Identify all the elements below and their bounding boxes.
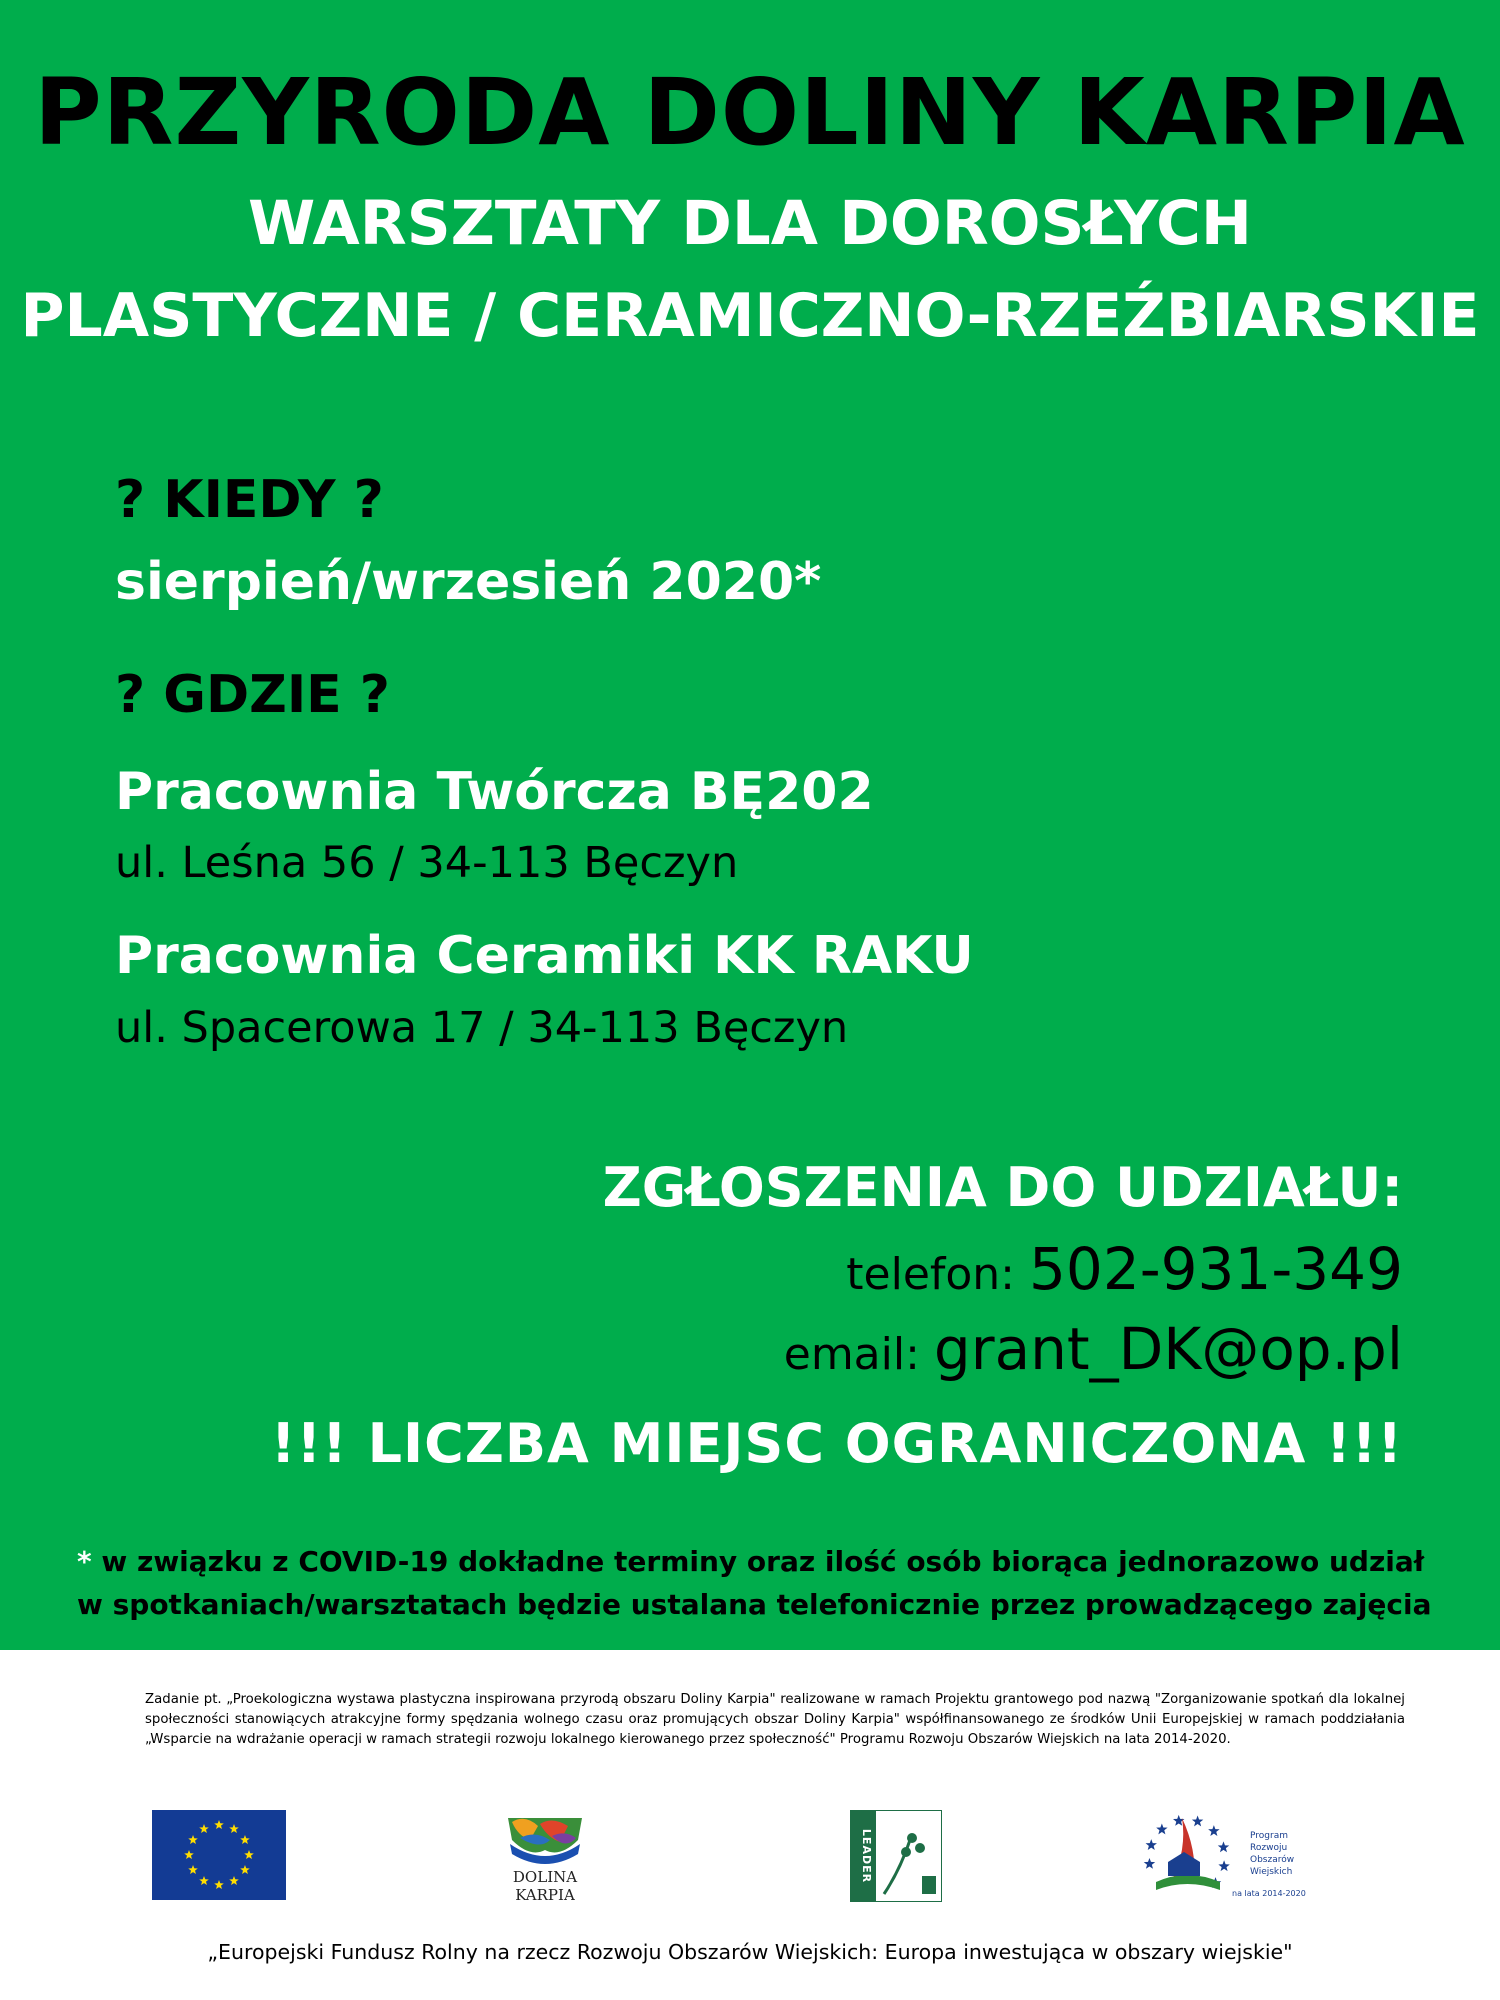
phone-value: 502-931-349: [1029, 1235, 1403, 1303]
eu-star: [229, 1876, 239, 1885]
email-line: [783, 1315, 1403, 1383]
dolina-text: DOLINA: [512, 1868, 578, 1886]
eu-star: [188, 1835, 198, 1844]
eu-stars-icon: [152, 1810, 286, 1900]
eu-star: [184, 1850, 194, 1859]
registration-heading: ZGŁOSZENIA DO UDZIAŁU:: [602, 1156, 1403, 1219]
prow-line-3: Obszarów: [1250, 1855, 1295, 1865]
subtitle-line-2: PLASTYCZNE / CERAMICZNO-RZEŹBIARSKIE: [20, 281, 1480, 351]
prow-line-5: na lata 2014-2020: [1232, 1889, 1306, 1898]
asterisk: *: [77, 1545, 92, 1578]
dolina-karpia-logo: [490, 1810, 600, 1910]
when-value: sierpień/wrzesień 2020*: [115, 552, 822, 612]
prow-line-1: Program: [1250, 1831, 1288, 1841]
subtitle-line-1: WARSZTATY DLA DOROSŁYCH: [248, 188, 1252, 259]
when-heading: ? KIEDY ?: [115, 470, 384, 530]
leader-logo: [850, 1810, 942, 1902]
prow-emblem-icon: [1142, 1810, 1312, 1910]
prow-star: [1192, 1816, 1203, 1827]
place-2-address: ul. Spacerowa 17 / 34-113 Bęczyn: [115, 1003, 849, 1053]
eu-star: [214, 1820, 224, 1829]
eu-star: [199, 1824, 209, 1833]
phone-line: [846, 1235, 1403, 1303]
place-1-name: Pracownia Twórcza BĘ202: [115, 762, 874, 822]
eu-flag-logo: [152, 1810, 286, 1900]
fine-print: Zadanie pt. „Proekologiczna wystawa plastyczna inspirowana przyrodą obszaru Doliny Karpia" realizowane w ramach Projektu grantowego pod nazwą "Zorganizowanie spotkań dla lokalnej społeczności stanowiących atrakcyjne formy spędzania wolnego czasu oraz promujących obszar Doliny Karpia" współfinansowanego ze środków Unii Europejskiej w ramach poddziałania „Wsparcie na wdrażanie operacji w ramach strategii rozwoju lokalnego kierowanego przez społeczność" Programu Rozwoju Obszarów Wiejskich na lata 2014-2020.: [145, 1692, 1405, 1747]
dolina-karpia-emblem-icon: [490, 1810, 600, 1910]
prow-star: [1218, 1841, 1229, 1852]
place-2-name: Pracownia Ceramiki KK RAKU: [115, 926, 974, 986]
eu-star: [240, 1865, 250, 1874]
prow-star: [1156, 1824, 1167, 1835]
covid-note-line-1: * w związku z COVID-19 dokładne terminy oraz ilość osób biorąca jednorazowo udział: [77, 1545, 1425, 1578]
limited-seats-notice: !!! LICZBA MIEJSC OGRANICZONA !!!: [270, 1412, 1403, 1475]
eu-star: [229, 1824, 239, 1833]
email-value: grant_DK@op.pl: [933, 1315, 1403, 1383]
place-1-address: ul. Leśna 56 / 34-113 Bęczyn: [115, 838, 739, 888]
leader-emblem-icon: [850, 1810, 942, 1902]
eu-star: [199, 1876, 209, 1885]
prow-star: [1146, 1839, 1157, 1850]
eu-star: [214, 1880, 224, 1889]
prow-star: [1144, 1858, 1155, 1869]
prow-star: [1218, 1860, 1229, 1871]
prow-line-4: Wiejskich: [1250, 1867, 1293, 1877]
poster-title: PRZYRODA DOLINY KARPIA: [34, 59, 1466, 166]
footer-slogan: „Europejski Fundusz Rolny na rzecz Rozwoju Obszarów Wiejskich: Europa inwestująca w obszary wiejskie": [207, 1940, 1293, 1964]
eu-star: [244, 1850, 254, 1859]
prow-line-2: Rozwoju: [1250, 1843, 1288, 1853]
email-label: email:: [783, 1329, 920, 1380]
covid-note: [77, 1540, 1437, 1627]
eu-star: [240, 1835, 250, 1844]
where-heading: ? GDZIE ?: [115, 665, 390, 725]
eu-star: [188, 1865, 198, 1874]
leader-text: LEADER: [860, 1828, 873, 1884]
prow-star: [1208, 1825, 1219, 1836]
phone-label: telefon:: [846, 1249, 1016, 1300]
covid-note-line-2: w spotkaniach/warsztatach będzie ustalana telefonicznie przez prowadzącego zajęcia: [77, 1588, 1432, 1622]
karpia-text: KARPIA: [515, 1886, 575, 1904]
prow-logo: [1142, 1810, 1312, 1910]
